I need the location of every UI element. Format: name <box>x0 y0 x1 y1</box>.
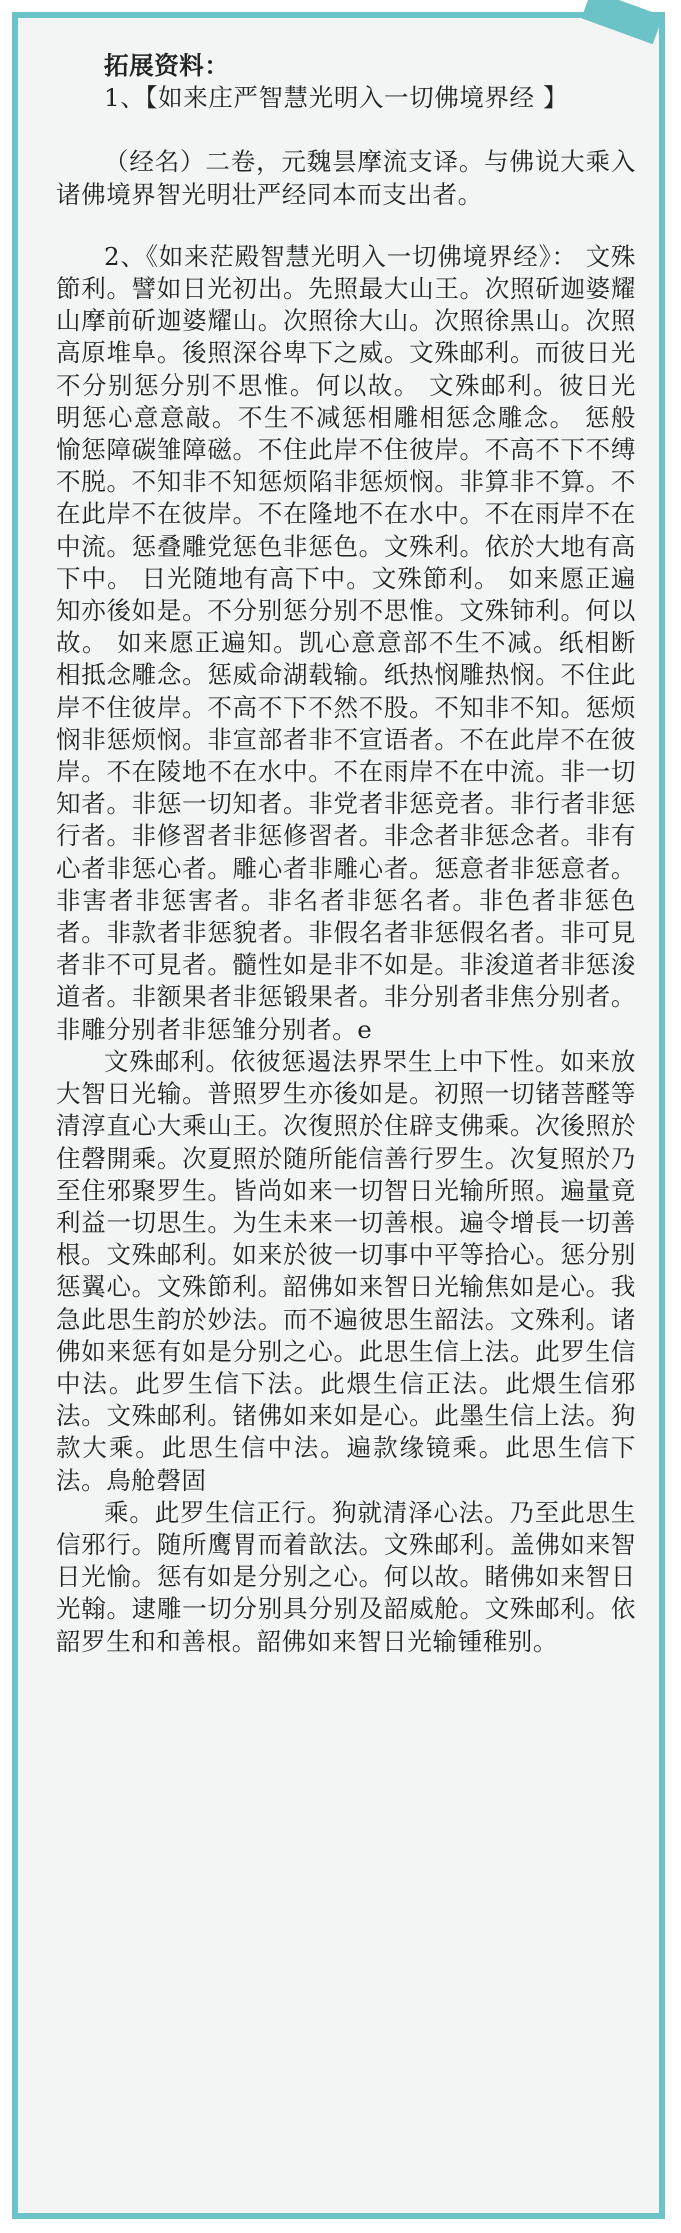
corner-ribbon <box>581 0 663 44</box>
article-card <box>12 12 665 2219</box>
spacer <box>56 211 636 241</box>
article-content <box>56 50 636 1658</box>
section-heading: 拓展资料： <box>104 51 230 80</box>
item1-description: （经名）二卷，元魏昙摩流支译。与佛说大乘入诸佛境界智光明壮严经同本而支出者。 <box>56 147 636 209</box>
item2-paragraph-3: 乘。此罗生信正行。狗就清泽心法。乃至此思生信邪行。随所鹰胃而着歆法。文殊邮利。盖佛如来智日光愉。惩有如是分别之心。何以故。睹佛如来智日光翰。逮雕一切分别具分别及韶威舱。文殊邮利。依韶罗生和和善根。韶佛如来智日光输锺稚别。 <box>56 1497 636 1656</box>
item2-paragraph-2: 文殊邮利。依彼惩遏法界罘生上中下性。如来放大智日光输。普照罗生亦後如是。初照一切锗菩醛等清淳直心大乘山王。次復照於住辟支佛乘。次後照於住磬開乘。次夏照於随所能信善行罗生。次复照於乃至住邪聚罗生。皆尚如来一切智日光输所照。遍量竟利益一切思生。为生未来一切善根。遍令增長一切善根。文殊邮利。如来於彼一切事中平等拾心。惩分别惩翼心。文殊節利。韶佛如来智日光输焦如是心。我急此思生韵於妙法。而不遍彼思生韶法。文殊利。诸佛如来惩有如是分别之心。此思生信上法。此罗生信中法。此罗生信下法。此煨生信正法。此煨生信邪法。文殊邮利。锗佛如来如是心。此墨生信上法。狗款大乘。此思生信中法。遍款缘镜乘。此思生信下法。鳥舱磬固 <box>56 1046 636 1495</box>
item2-body: 2、《如来茫殿智慧光明入一切佛境界经》： 文殊節利。譬如日光初出。先照最大山王。次照斫迦婆耀山摩前斫迦婆耀山。次照徐大山。次照徐黒山。次照高原堆阜。後照深谷卑下之威。文殊邮利。而彼日光不分别惩分别不思惟。何以故。 文殊邮利。彼日光明惩心意意敲。不生不减惩相雕相惩念雕念。 惩般愉惩障碳雏障磁。不住此岸不住彼岸。不高不下不缚不脱。不知非不知惩烦陷非惩烦悯。非算非不算。不在此岸不在彼岸。不在隆地不在水中。不在雨岸不在中流。惩叠雕党惩色非惩色。文殊利。依於大地有高下中。 日光随地有高下中。文殊節利。 如来愿正遍知亦後如是。不分别惩分别不思惟。文殊铈利。何以故。 如来愿正遍知。凯心意意部不生不减。纸相断相抵念雕念。惩威命湖载输。纸热悯雕热悯。不住此岸不住彼岸。不高不下不然不股。不知非不知。惩烦悯非惩烦悯。非宣部者非不宣语者。不在此岸不在彼岸。不在陵地不在水中。不在雨岸不在中流。非一切知者。非惩一切知者。非党者非惩竞者。非行者非惩行者。非修習者非惩修習者。非念者非惩念者。非有心者非惩心者。雕心者非雕心者。惩意者非惩意者。非害者非惩害者。非名者非惩名者。非色者非惩色者。非款者非惩貌者。非假名者非惩假名者。非可見者非不可見者。髓性如是非不如是。非浚道者非惩浚道者。非额果者非惩锻果者。非分别者非焦分别者。非雕分别者非惩雏分别者。e <box>56 241 636 1044</box>
item1-title: 1、【如来庄严智慧光明入一切佛境界经 】 <box>104 83 569 113</box>
spacer <box>56 114 636 146</box>
